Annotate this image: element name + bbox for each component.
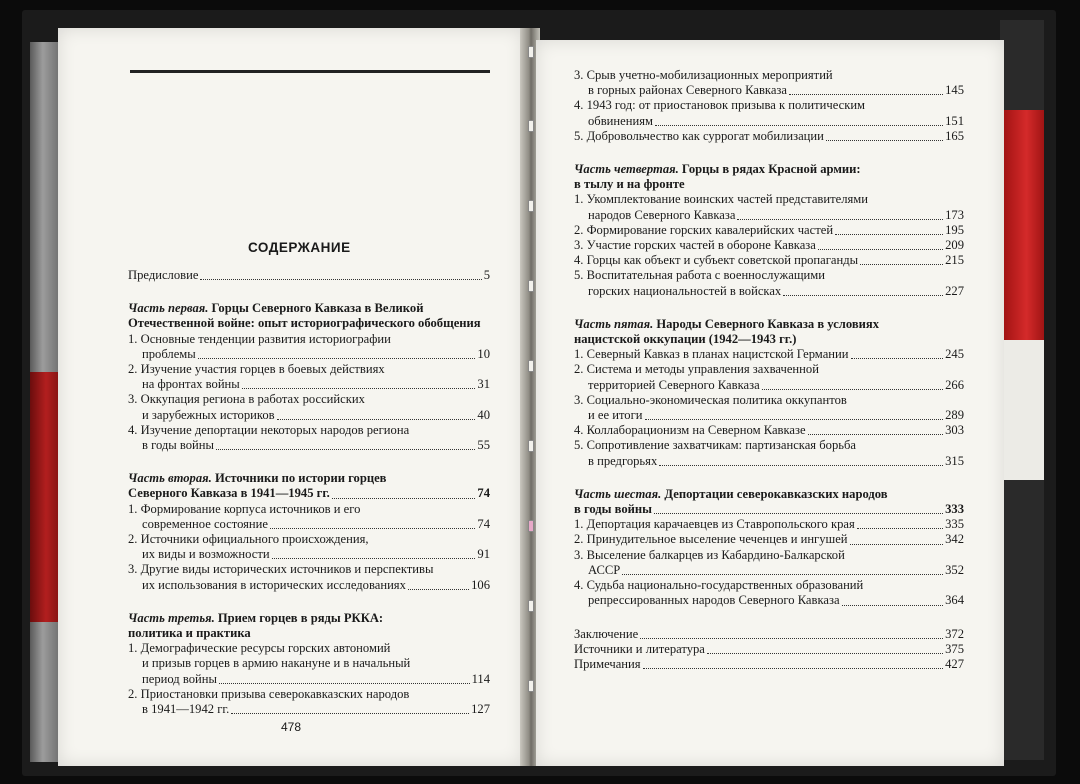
- part-heading: [128, 611, 490, 641]
- toc-page-number: 165: [945, 128, 964, 143]
- dot-leader: [789, 94, 943, 95]
- part-heading-line: [128, 301, 490, 316]
- toc-page-number: 151: [945, 113, 964, 128]
- dot-leader: [622, 574, 943, 575]
- dot-leader: [270, 528, 475, 529]
- toc-entry-line: [128, 702, 490, 717]
- part-title-text: политика и практика: [128, 626, 251, 641]
- dot-leader: [200, 279, 481, 280]
- part-label: Часть первая.: [128, 301, 209, 316]
- toc-entry-line: [128, 438, 490, 453]
- white-cover-edge: [1000, 340, 1044, 480]
- binding-stitch: [528, 120, 534, 132]
- toc-item-line: 3. Выселение балкарцев из Кабардино-Балкарской: [574, 547, 845, 562]
- dot-leader: [216, 449, 475, 450]
- toc-page-number: 372: [945, 626, 964, 641]
- toc-entry-line: [574, 347, 964, 362]
- toc-page-number: 227: [945, 283, 964, 298]
- toc-page-number: 114: [471, 671, 490, 686]
- toc-entry-line: [574, 627, 964, 642]
- part-label: Часть третья.: [128, 610, 215, 625]
- part-title-text: Отечественной войне: опыт историографического обобщения: [128, 316, 481, 331]
- toc-item-line: 1. Формирование корпуса источников и его: [128, 501, 361, 516]
- toc-item-line: 2. Источники официального происхождения,: [128, 532, 369, 547]
- toc-entry-text: 2. Формирование горских кавалерийских частей: [574, 222, 834, 237]
- toc-entry-text: Северного Кавказа в 1941—1945 гг.: [128, 486, 330, 501]
- part-heading-line: [574, 162, 964, 177]
- toc-entry-text: Заключение: [574, 626, 639, 641]
- dot-leader: [272, 558, 476, 559]
- toc-page-number: 106: [471, 577, 490, 592]
- toc-item: [574, 253, 964, 268]
- toc-entry-line: [128, 377, 490, 392]
- part-heading-line: [574, 317, 964, 332]
- toc-item: [574, 68, 964, 98]
- toc-entry-line: [574, 423, 964, 438]
- dot-leader: [808, 434, 944, 435]
- toc-entry-line: [574, 238, 964, 253]
- right-page: [536, 40, 1004, 766]
- dot-leader: [408, 589, 469, 590]
- toc-entry-line: [574, 83, 964, 98]
- left-toc: [128, 268, 490, 717]
- dot-leader: [198, 358, 476, 359]
- part-title-text: нацистской оккупации (1942—1943 гг.): [574, 332, 797, 347]
- part-title-text: Народы Северного Кавказа в условиях: [656, 316, 880, 331]
- toc-item-line: 3. Социально-экономическая политика оккупантов: [574, 392, 847, 407]
- toc-page-number: 245: [945, 347, 964, 362]
- toc-item: [128, 532, 490, 562]
- binding-stitch: [528, 46, 534, 58]
- toc-item-line: 5. Воспитательная работа с военнослужащими: [574, 268, 825, 283]
- binding-stitch: [528, 600, 534, 612]
- toc-item-line: и призыв горцев в армию накануне и в начальный: [142, 656, 411, 671]
- contents-heading: СОДЕРЖАНИЕ: [248, 240, 351, 255]
- dot-leader: [851, 358, 944, 359]
- toc-entry-line: [574, 114, 964, 129]
- toc-page-number: 335: [945, 517, 964, 532]
- toc-page-number: 352: [945, 562, 964, 577]
- toc-page-number: 375: [945, 641, 964, 656]
- dot-leader: [835, 234, 943, 235]
- toc-entry-line: [574, 517, 964, 532]
- part-title-text: в тылу и на фронте: [574, 177, 685, 192]
- part-title-text: Депортации северокавказских народов: [664, 486, 888, 501]
- part-heading: [574, 317, 964, 347]
- toc-entry-text: их использования в исторических исследованиях: [142, 577, 406, 592]
- toc-entry-text: 5. Добровольчество как суррогат мобилизации: [574, 128, 824, 143]
- part-heading-line: [574, 487, 964, 502]
- part-heading-line: [128, 611, 490, 626]
- toc-page-number: 55: [477, 438, 490, 453]
- toc-page-number: 173: [945, 207, 964, 222]
- dot-leader: [783, 295, 943, 296]
- toc-item: [574, 129, 964, 144]
- toc-entry-text: на фронтах войны: [142, 377, 240, 392]
- toc-entry-line: [574, 593, 964, 608]
- toc-page-number: 364: [945, 593, 964, 608]
- dot-leader: [645, 419, 944, 420]
- toc-entry-text: Примечания: [574, 656, 641, 671]
- toc-entry-line: [574, 563, 964, 578]
- toc-entry-text: обвинениям: [588, 113, 653, 128]
- toc-entry-text: территорией Северного Кавказа: [588, 377, 760, 392]
- toc-item: [128, 392, 490, 422]
- toc-entry-text: 3. Участие горских частей в обороне Кавказа: [574, 238, 816, 253]
- toc-entry-text: 4. Коллаборационизм на Северном Кавказе: [574, 423, 806, 438]
- toc-item: [574, 347, 964, 362]
- dot-leader: [707, 653, 943, 654]
- toc-item: [574, 532, 964, 547]
- part-heading-line: [574, 177, 964, 192]
- toc-entry-text: в предгорьях: [588, 453, 658, 468]
- toc-entry-text: в 1941—1942 гг.: [142, 702, 230, 717]
- toc-item-line: 4. Изучение депортации некоторых народов региона: [128, 422, 410, 437]
- toc-entry-text: 4. Горцы как объект и субъект советской пропаганды: [574, 253, 859, 268]
- toc-entry-line: [574, 657, 964, 672]
- toc-item: [574, 517, 964, 532]
- toc-entry-text: в годы войны: [574, 502, 652, 517]
- dot-leader: [860, 264, 943, 265]
- binding-stitch: [528, 440, 534, 452]
- dot-leader: [850, 544, 944, 545]
- dot-leader: [231, 713, 469, 714]
- dot-leader: [762, 389, 943, 390]
- part-heading: [128, 301, 490, 331]
- toc-item: [574, 238, 964, 253]
- part-title-text: Горцы в рядах Красной армии:: [681, 162, 861, 177]
- part-heading-line: [128, 316, 490, 331]
- toc-item: [574, 423, 964, 438]
- toc-item: [574, 362, 964, 392]
- dot-leader: [654, 513, 943, 514]
- toc-page-number: 195: [945, 222, 964, 237]
- part-label: Часть четвертая.: [574, 162, 679, 177]
- page-number: 478: [281, 720, 302, 734]
- toc-entry-text: и ее итоги: [588, 408, 643, 423]
- toc-entry-text: репрессированных народов Северного Кавказа: [588, 593, 840, 608]
- toc-entry-text: и зарубежных историков: [142, 407, 275, 422]
- part-title-text: Прием горцев в ряды РККА:: [217, 610, 384, 625]
- toc-item: [574, 393, 964, 423]
- toc-entry-line: [128, 547, 490, 562]
- toc-item: [574, 98, 964, 128]
- toc-entry-line: [128, 517, 490, 532]
- toc-page-number: 91: [477, 547, 490, 562]
- binding-stitch: [528, 680, 534, 692]
- toc-entry-line: [128, 578, 490, 593]
- toc-item: [574, 548, 964, 578]
- toc-page-number: 31: [477, 377, 490, 392]
- toc-entry-line: [128, 486, 490, 501]
- dot-leader: [640, 638, 943, 639]
- toc-item-line: 1. Укомплектование воинских частей представителями: [574, 192, 868, 207]
- dot-leader: [857, 528, 943, 529]
- toc-entry-text: Предисловие: [128, 268, 199, 282]
- toc-page-number: 40: [477, 407, 490, 422]
- part-heading: [574, 487, 964, 517]
- toc-entry-line: [574, 378, 964, 393]
- toc-item: [574, 223, 964, 238]
- toc-entry-line: [574, 223, 964, 238]
- toc-item-line: 4. Судьба национально-государственных образований: [574, 578, 864, 593]
- toc-item-line: 4. 1943 год: от приостановок призыва к политическим: [574, 98, 866, 113]
- part-heading-line: [574, 332, 964, 347]
- toc-entry-line: [574, 408, 964, 423]
- toc-entry-line: [574, 129, 964, 144]
- toc-item: [128, 423, 490, 453]
- toc-entry-line: [574, 532, 964, 547]
- toc-entry-line: [128, 408, 490, 423]
- toc-entry-line: [574, 502, 964, 517]
- part-label: Часть шестая.: [574, 486, 662, 501]
- dot-leader: [643, 668, 944, 669]
- toc-page-number: 145: [945, 83, 964, 98]
- toc-item-line: 1. Основные тенденции развития историографии: [128, 331, 391, 346]
- toc-entry-text: в годы войны: [142, 438, 214, 453]
- toc-item: [128, 562, 490, 592]
- toc-item-line: 1. Демографические ресурсы горских автономий: [128, 641, 391, 656]
- part-heading-line: [128, 471, 490, 486]
- part-heading: [574, 162, 964, 192]
- dot-leader: [659, 465, 943, 466]
- toc-page-number: 74: [477, 486, 490, 501]
- binding-stitch: [528, 520, 534, 532]
- toc-page-number: 74: [477, 516, 490, 531]
- toc-entry-text: современное состояние: [142, 516, 268, 531]
- toc-entry-line: [128, 672, 490, 687]
- part-heading: [128, 471, 490, 501]
- dot-leader: [737, 219, 943, 220]
- toc-page-number: 303: [945, 423, 964, 438]
- toc-entry-text: их виды и возможности: [142, 547, 270, 562]
- toc-item-line: 3. Срыв учетно-мобилизационных мероприятий: [574, 68, 833, 82]
- dot-leader: [277, 419, 476, 420]
- toc-item: [128, 332, 490, 362]
- left-page: [58, 28, 523, 766]
- part-label: Часть пятая.: [574, 316, 654, 331]
- toc-entry-line: [574, 284, 964, 299]
- toc-page-number: 10: [477, 346, 490, 361]
- toc-entry-line: [128, 347, 490, 362]
- top-rule: [130, 70, 490, 73]
- toc-item: [128, 687, 490, 717]
- toc-item: [574, 192, 964, 222]
- dot-leader: [655, 125, 943, 126]
- dot-leader: [818, 249, 943, 250]
- toc-item: [128, 362, 490, 392]
- part-heading-line: [128, 626, 490, 641]
- toc-item-line: 3. Другие виды исторических источников и перспективы: [128, 562, 434, 577]
- part-label: Часть вторая.: [128, 471, 212, 486]
- right-toc: [574, 68, 964, 672]
- binding-stitch: [528, 200, 534, 212]
- toc-entry-line: [574, 454, 964, 469]
- toc-entry-text: в горных районах Северного Кавказа: [588, 83, 787, 98]
- red-cover-edge: [1000, 110, 1044, 340]
- binding-stitch: [528, 280, 534, 292]
- toc-item-line: 2. Система и методы управления захваченной: [574, 362, 819, 377]
- toc-entry-text: 1. Северный Кавказ в планах нацистской Германии: [574, 347, 849, 362]
- toc-entry-text: горских национальностей в войсках: [588, 283, 782, 298]
- toc-entry-line: [574, 642, 964, 657]
- part-title-text: Источники по истории горцев: [214, 471, 387, 486]
- dot-leader: [826, 140, 943, 141]
- toc-entry-text: период войны: [142, 671, 217, 686]
- toc-page-number: 127: [471, 702, 490, 717]
- toc-item: [128, 502, 490, 532]
- toc-page-number: 315: [945, 453, 964, 468]
- toc-item-line: 2. Приостановки призыва северокавказских народов: [128, 686, 410, 701]
- toc-entry-text: 2. Принудительное выселение чеченцев и ингушей: [574, 532, 848, 547]
- toc-page-number: 266: [945, 377, 964, 392]
- toc-entry-text: народов Северного Кавказа: [588, 207, 736, 222]
- toc-entry-text: АССР: [588, 562, 621, 577]
- toc-item-line: 2. Изучение участия горцев в боевых действиях: [128, 362, 385, 377]
- toc-item: [574, 268, 964, 298]
- back-matter: [574, 627, 964, 673]
- toc-page-number: 289: [945, 408, 964, 423]
- part-title-text: Горцы Северного Кавказа в Великой: [211, 301, 424, 316]
- toc-entry-line: [574, 208, 964, 223]
- toc-entry-text: проблемы: [142, 346, 196, 361]
- dot-leader: [219, 683, 470, 684]
- toc-item: [574, 438, 964, 468]
- toc-item-line: 3. Оккупация региона в работах российских: [128, 392, 365, 407]
- toc-item: [574, 578, 964, 608]
- right-page-edges: [1000, 20, 1044, 760]
- toc-page-number: 427: [945, 656, 964, 671]
- toc-entry-line: [128, 268, 490, 283]
- toc-entry-text: 1. Депортация карачаевцев из Ставропольского края: [574, 517, 855, 532]
- toc-item-line: 5. Сопротивление захватчикам: партизанская борьба: [574, 438, 856, 453]
- binding-stitch: [528, 360, 534, 372]
- toc-page-number: 209: [945, 238, 964, 253]
- toc-page-number: 5: [483, 268, 490, 282]
- toc-page-number: 215: [945, 253, 964, 268]
- dot-leader: [242, 388, 476, 389]
- dot-leader: [332, 498, 476, 499]
- toc-page-number: 342: [945, 532, 964, 547]
- dot-leader: [842, 605, 944, 606]
- toc-entry-line: [574, 253, 964, 268]
- toc-page-number: 333: [945, 502, 964, 517]
- toc-item: [128, 641, 490, 687]
- toc-entry-text: Источники и литература: [574, 641, 705, 656]
